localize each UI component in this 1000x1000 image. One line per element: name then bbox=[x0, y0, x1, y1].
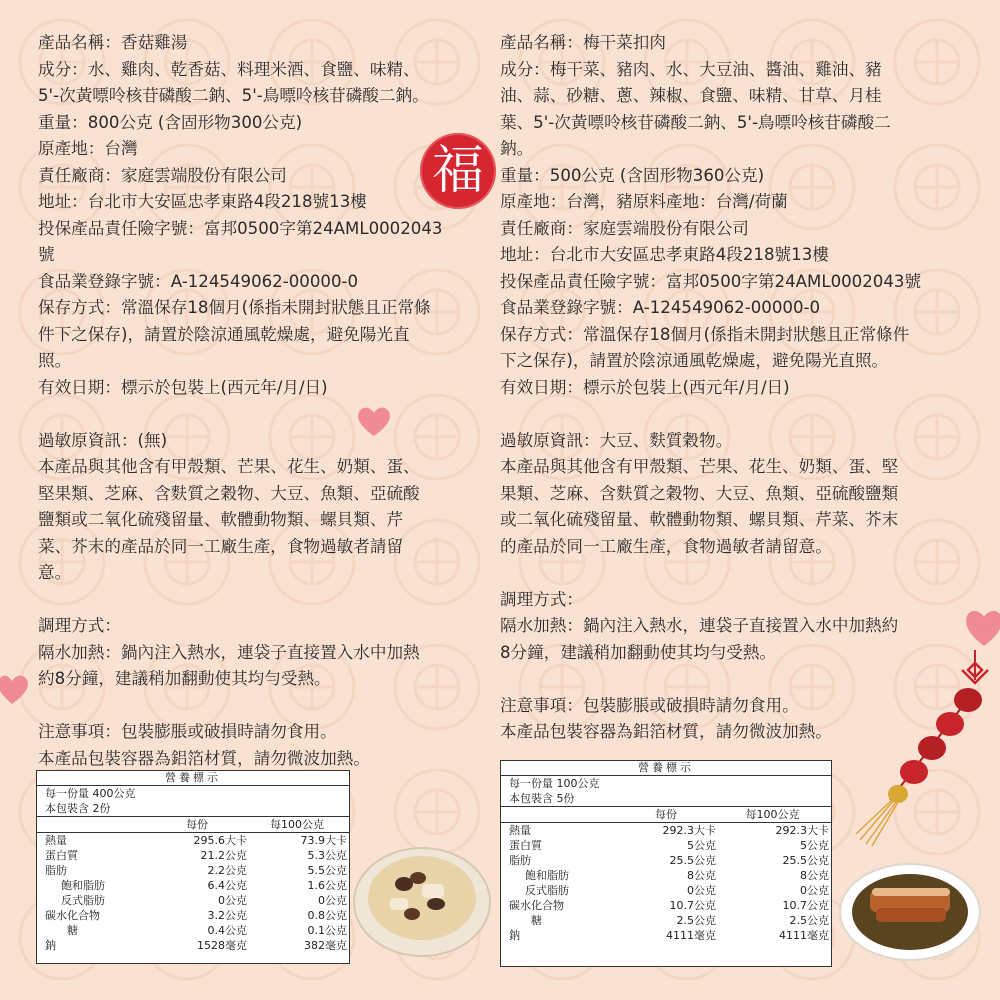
info-line: 油、蒜、砂糖、蔥、辣椒、食鹽、味精、甘草、月桂 bbox=[500, 86, 882, 105]
info-line: 產品名稱：香菇雞湯 bbox=[38, 33, 188, 52]
nutrient-name: 糖 bbox=[531, 914, 542, 927]
info-line: 本產品包裝容器為鋁箔材質，請勿微波加熱。 bbox=[500, 722, 832, 741]
table-rows bbox=[37, 833, 349, 953]
per-100g-value: 382毫克 bbox=[304, 939, 347, 952]
table-row bbox=[501, 883, 831, 898]
info-line: 食品業登錄字號：A-124549062-00000-0 bbox=[38, 271, 359, 291]
table-row bbox=[37, 923, 349, 938]
left-product-info bbox=[38, 30, 483, 772]
table-row bbox=[37, 848, 349, 863]
info-line: 本產品包裝容器為鋁箔材質，請勿微波加熱。 bbox=[38, 748, 370, 768]
per-serving-value: 21.2公克 bbox=[200, 849, 247, 862]
nutrient-name: 脂肪 bbox=[45, 864, 67, 877]
info-line: 的產品於同一工廠生產，食物過敏者請留意。 bbox=[500, 536, 832, 556]
table-row bbox=[37, 833, 349, 848]
info-line: 意。 bbox=[38, 563, 72, 582]
table-row bbox=[501, 928, 831, 943]
per-serving-value: 5公克 bbox=[687, 839, 716, 852]
per-100g-value: 8公克 bbox=[800, 869, 829, 882]
heart-icon bbox=[0, 672, 30, 706]
info-line: 過敏原資訊：大豆、麩質穀物。 bbox=[500, 430, 733, 450]
table-row bbox=[37, 863, 349, 878]
table-title: 營養標示 bbox=[37, 771, 349, 786]
info-line: 有效日期：標示於包裝上(西元年/月/日) bbox=[500, 377, 790, 397]
table-title: 營養標示 bbox=[501, 761, 831, 776]
per-100g-value: 5.5公克 bbox=[307, 864, 347, 877]
info-line: 葉、5'-次黃嘌呤核苷磷酸二鈉、5'-鳥嘌呤核苷磷酸二 bbox=[500, 112, 891, 132]
braised-pork-image bbox=[838, 860, 983, 965]
info-line: 投保產品責任險字號：富邦0500字第24AML0002043 bbox=[38, 218, 443, 238]
nutrient-name: 鈉 bbox=[509, 929, 520, 942]
info-line: 產品名稱：梅干菜扣肉 bbox=[500, 33, 666, 52]
info-line: 調理方式： bbox=[500, 589, 583, 609]
table-row bbox=[501, 868, 831, 883]
info-line: 約8分鐘，建議稍加翻動使其均勻受熱。 bbox=[38, 669, 331, 688]
table-row bbox=[501, 853, 831, 868]
info-line: 件下之保存)，請置於陰涼通風乾燥處，避免陽光直 bbox=[38, 324, 410, 344]
per-100g-value: 4111毫克 bbox=[779, 929, 829, 942]
nutrient-name: 鈉 bbox=[45, 939, 56, 952]
nutrition-table-left bbox=[36, 770, 350, 964]
col-per-100: 每100公克 bbox=[745, 808, 800, 821]
info-line: 原產地：台灣，豬原料產地：台灣/荷蘭 bbox=[500, 192, 788, 211]
table-header bbox=[501, 806, 831, 823]
per-100g-value: 1.6公克 bbox=[307, 879, 347, 892]
info-line: 下之保存)，請置於陰涼通風乾燥處，避免陽光直照。 bbox=[500, 351, 889, 370]
info-line: 果類、芝麻、含麩質之穀物、大豆、魚類、亞硫酸鹽類 bbox=[500, 483, 899, 503]
per-100g-value: 5.3公克 bbox=[307, 849, 347, 862]
per-100g-value: 10.7公克 bbox=[782, 899, 829, 912]
per-serving-value: 3.2公克 bbox=[207, 909, 247, 922]
table-row bbox=[37, 878, 349, 893]
table-row bbox=[501, 898, 831, 913]
spacer bbox=[38, 401, 483, 428]
info-line: 過敏原資訊：(無) bbox=[38, 430, 168, 450]
per-serving-value: 4111毫克 bbox=[666, 929, 716, 942]
spacer bbox=[38, 693, 483, 720]
nutrient-name: 蛋白質 bbox=[509, 839, 542, 852]
per-serving-value: 0公克 bbox=[218, 894, 247, 907]
per-100g-value: 0.1公克 bbox=[307, 924, 347, 937]
info-line: 投保產品責任險字號：富邦0500字第24AML0002043號 bbox=[500, 271, 922, 291]
servings-count: 本包裝含 5份 bbox=[509, 792, 575, 805]
info-line: 鹽類或二氧化硫殘留量、軟體動物類、螺貝類、芹 bbox=[38, 510, 404, 529]
nutrient-name: 熱量 bbox=[45, 834, 67, 847]
info-line: 保存方式：常溫保存18個月(係指未開封狀態且正常條 bbox=[38, 298, 431, 317]
info-line: 有效日期：標示於包裝上(西元年/月/日) bbox=[38, 377, 328, 397]
table-row bbox=[37, 893, 349, 908]
col-per-serving: 每份 bbox=[655, 808, 677, 821]
table-row bbox=[37, 938, 349, 953]
nutrition-table-right bbox=[500, 760, 832, 967]
per-serving-value: 2.5公克 bbox=[676, 914, 716, 927]
info-line: 地址：台北市大安區忠孝東路4段218號13樓 bbox=[500, 245, 829, 264]
spacer bbox=[500, 401, 960, 428]
info-line: 堅果類、芝麻、含麩質之穀物、大豆、魚類、亞硫酸 bbox=[38, 483, 420, 503]
per-serving-value: 1528毫克 bbox=[197, 939, 247, 952]
info-line: 食品業登錄字號：A-124549062-00000-0 bbox=[500, 298, 821, 317]
col-per-serving: 每份 bbox=[186, 818, 208, 831]
fu-stamp: 福 bbox=[420, 133, 496, 209]
per-serving-value: 6.4公克 bbox=[207, 879, 247, 892]
info-line: 原產地：台灣 bbox=[38, 139, 138, 158]
per-serving-value: 10.7公克 bbox=[669, 899, 716, 912]
info-line: 5'-次黃嘌呤核苷磷酸二鈉、5'-鳥嘌呤核苷磷酸二鈉。 bbox=[38, 86, 429, 105]
table-row bbox=[501, 823, 831, 838]
info-line: 本產品與其他含有甲殼類、芒果、花生、奶類、蛋、堅 bbox=[500, 457, 899, 476]
per-100g-value: 5公克 bbox=[800, 839, 829, 852]
per-serving-value: 25.5公克 bbox=[669, 854, 716, 867]
info-line: 鈉。 bbox=[500, 139, 534, 158]
nutrient-name: 碳水化合物 bbox=[509, 899, 564, 912]
per-100g-value: 2.5公克 bbox=[789, 914, 829, 927]
per-serving-value: 0公克 bbox=[687, 884, 716, 897]
info-line: 隔水加熱：鍋內注入熱水，連袋子直接置入水中加熱 bbox=[38, 642, 420, 662]
spacer bbox=[500, 666, 960, 693]
info-line: 本產品與其他含有甲殼類、芒果、花生、奶類、蛋、 bbox=[38, 457, 420, 476]
per-100g-value: 292.3大卡 bbox=[775, 824, 829, 837]
per-serving-value: 292.3大卡 bbox=[662, 824, 716, 837]
col-per-100: 每100公克 bbox=[270, 818, 324, 831]
info-line: 重量：800公克 (含固形物300公克) bbox=[38, 112, 303, 132]
spacer bbox=[500, 560, 960, 587]
info-line: 成分：水、雞肉、乾香菇、料理米酒、食鹽、味精、 bbox=[38, 59, 420, 79]
info-line: 號 bbox=[38, 245, 55, 264]
info-line: 注意事項：包裝膨脹或破損時請勿食用。 bbox=[500, 695, 799, 715]
nutrient-name: 飽和脂肪 bbox=[61, 879, 105, 892]
right-product-info bbox=[500, 30, 960, 746]
table-row bbox=[37, 908, 349, 923]
per-serving-value: 0.4公克 bbox=[207, 924, 247, 937]
serving-size: 每一份量 400公克 bbox=[45, 787, 136, 800]
nutrient-name: 碳水化合物 bbox=[45, 909, 100, 922]
table-rows bbox=[501, 823, 831, 943]
per-serving-value: 8公克 bbox=[687, 869, 716, 882]
nutrient-name: 反式脂肪 bbox=[61, 894, 105, 907]
table-row bbox=[501, 838, 831, 853]
info-line: 或二氧化硫殘留量、軟體動物類、螺貝類、芹菜、芥末 bbox=[500, 510, 899, 529]
table-row bbox=[501, 913, 831, 928]
per-serving-value: 2.2公克 bbox=[207, 864, 247, 877]
info-line: 地址：台北市大安區忠孝東路4段218號13樓 bbox=[38, 192, 367, 211]
info-line: 隔水加熱：鍋內注入熱水，連袋子直接置入水中加熱約 bbox=[500, 616, 899, 635]
heart-icon bbox=[962, 606, 1000, 648]
nutrient-name: 蛋白質 bbox=[45, 849, 78, 862]
table-header bbox=[37, 816, 349, 833]
servings-count: 本包裝含 2份 bbox=[45, 802, 111, 815]
info-line: 菜、芥末的產品於同一工廠生產，食物過敏者請留 bbox=[38, 536, 404, 556]
info-line: 照。 bbox=[38, 351, 72, 370]
per-100g-value: 0公克 bbox=[318, 894, 347, 907]
spacer bbox=[38, 587, 483, 614]
info-line: 重量：500公克 (含固形物360公克) bbox=[500, 165, 765, 185]
nutrient-name: 糖 bbox=[67, 924, 78, 937]
nutrient-name: 飽和脂肪 bbox=[525, 869, 569, 882]
per-100g-value: 25.5公克 bbox=[782, 854, 829, 867]
serving-size: 每一份量 100公克 bbox=[509, 777, 600, 790]
nutrient-name: 熱量 bbox=[509, 824, 531, 837]
info-line: 成分：梅干菜、豬肉、水、大豆油、醬油、雞油、豬 bbox=[500, 59, 882, 79]
per-100g-value: 0.8公克 bbox=[307, 909, 347, 922]
info-line: 保存方式：常溫保存18個月(係指未開封狀態且正常條件 bbox=[500, 324, 910, 344]
info-line: 調理方式： bbox=[38, 616, 121, 635]
nutrient-name: 反式脂肪 bbox=[525, 884, 569, 897]
info-line: 注意事項：包裝膨脹或破損時請勿食用。 bbox=[38, 722, 337, 741]
info-line: 責任廠商：家庭雲端股份有限公司 bbox=[38, 165, 287, 185]
per-100g-value: 0公克 bbox=[800, 884, 829, 897]
per-100g-value: 73.9大卡 bbox=[300, 834, 347, 847]
info-line: 8分鐘，建議稍加翻動使其均勻受熱。 bbox=[500, 642, 777, 662]
nutrient-name: 脂肪 bbox=[509, 854, 531, 867]
per-serving-value: 295.6大卡 bbox=[193, 834, 247, 847]
chicken-soup-image bbox=[352, 840, 492, 960]
info-line: 責任廠商：家庭雲端股份有限公司 bbox=[500, 218, 749, 238]
